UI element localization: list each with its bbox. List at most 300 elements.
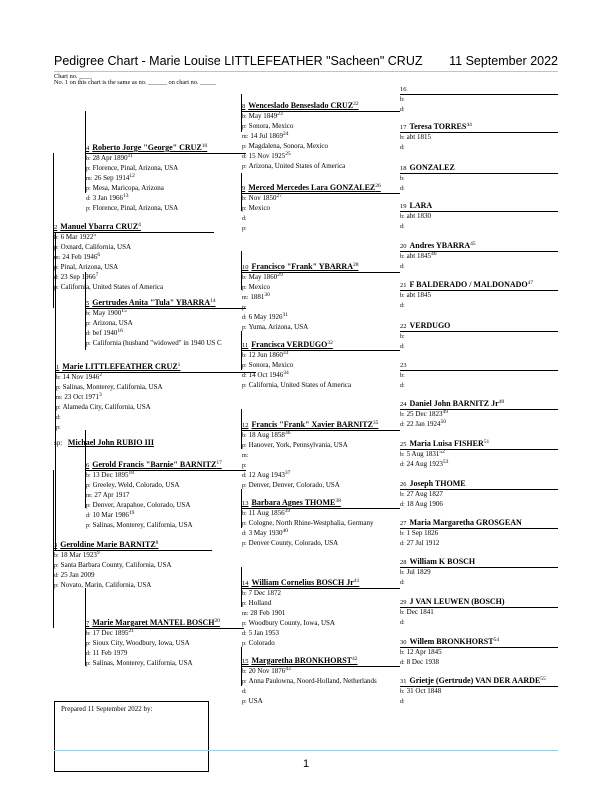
detail-label: d:: [400, 303, 405, 309]
person-number: 11: [242, 342, 249, 349]
person-7: [86, 618, 220, 668]
detail-value: Salinas, Monterey, California, USA: [62, 383, 163, 391]
person-detail-line: [86, 510, 222, 520]
prepared-label: Prepared 11 September 2022 by:: [61, 705, 153, 713]
person-detail-line: [400, 567, 475, 577]
person-name: [86, 298, 222, 308]
person-number: 21: [400, 282, 407, 289]
detail-label: p:: [242, 285, 247, 291]
person-number: 6: [86, 462, 90, 469]
detail-value: 27 Apr 1917: [94, 491, 130, 499]
person-citation: 10: [201, 143, 208, 149]
person-detail-line: [242, 322, 358, 332]
detail-label: d:: [400, 186, 405, 192]
person-detail-line: [242, 121, 359, 131]
person-number: 12: [242, 422, 249, 429]
detail-citation: 52: [439, 449, 445, 455]
detail-value: 25 Jan 2009: [60, 571, 95, 579]
person-detail-line: [86, 153, 207, 163]
person-name-text: Maria Margaretha GROSGEAN: [409, 518, 522, 527]
person-detail-line: [86, 163, 207, 173]
person-citation: 48: [498, 399, 505, 405]
person-detail-line: [242, 538, 374, 548]
name-rule-20: [400, 251, 558, 252]
detail-value: 31 Oct 1848: [406, 687, 442, 695]
detail-label: d:: [242, 631, 247, 637]
name-rule-23: [400, 370, 558, 371]
detail-citation: 50: [440, 419, 447, 425]
detail-citation: 5: [93, 232, 97, 238]
person-number: 17: [400, 124, 407, 131]
connector-11: [241, 331, 242, 370]
detail-citation: 19: [128, 510, 135, 516]
name-rule-9: [242, 193, 400, 194]
detail-label: p:: [86, 641, 91, 647]
person-detail-line: [400, 331, 450, 341]
detail-value: 23 Sep 1966: [60, 273, 96, 281]
person-detail-line: [400, 94, 410, 104]
name-rule-15: [242, 666, 400, 667]
detail-label: p:: [86, 341, 91, 347]
person-detail-line: [56, 402, 180, 412]
detail-label: p:: [242, 541, 247, 547]
detail-label: d:: [86, 331, 91, 337]
person-detail-line: [400, 132, 472, 142]
detail-value: Anna Paulowna, Noord-Holland, Netherlands: [248, 677, 377, 685]
person-number: 10: [242, 264, 249, 271]
detail-label: p:: [242, 601, 247, 607]
person-number: 18: [400, 165, 407, 172]
detail-value: Cologne, North Rhine-Westphalia, Germany: [248, 519, 374, 527]
person-name-text: Francis "Frank" Xavier BARNITZ: [251, 420, 373, 429]
detail-value: May 1849: [248, 112, 278, 120]
person-detail-line: [242, 676, 377, 686]
detail-label: b:: [400, 531, 405, 537]
person-detail-line: [86, 658, 220, 668]
person-detail-line: [400, 221, 432, 231]
detail-value: Denver County, Colorado, USA: [248, 539, 339, 547]
detail-value: 14 Jul 1869: [250, 132, 284, 140]
detail-label: b:: [86, 311, 91, 317]
detail-value: California (husband "widowed" in 1940 US C: [92, 339, 222, 347]
person-citation: 35: [372, 420, 379, 426]
detail-value: 17 Dec 1895: [92, 629, 129, 637]
person-detail-line: [400, 251, 476, 261]
detail-value: Pinal, Arizona, USA: [60, 263, 119, 271]
person-13: [242, 498, 374, 548]
detail-value: bef 1940: [92, 329, 118, 337]
person-citation: 14: [210, 298, 216, 304]
detail-label: p:: [86, 661, 91, 667]
person-name-text: William Cornelius BOSCH Jr: [251, 578, 354, 587]
detail-label: p:: [54, 245, 59, 251]
name-rule-10: [242, 272, 400, 273]
detail-label: b:: [54, 553, 59, 559]
detail-citation: 53: [442, 459, 449, 465]
person-detail-line: [400, 538, 522, 548]
spouse-name: Michael John RUBIO III: [67, 438, 154, 447]
person-number: 16: [400, 86, 407, 93]
person-name: [400, 479, 466, 489]
detail-citation: 6: [97, 252, 101, 258]
detail-citation: 13: [123, 193, 129, 199]
detail-label: d:: [400, 422, 405, 428]
detail-citation: 43: [285, 666, 291, 672]
detail-label: m:: [56, 395, 63, 401]
person-number: 9: [242, 185, 246, 192]
person-detail-line: [86, 193, 207, 203]
connector-14: [241, 567, 242, 607]
person-detail-line: [242, 111, 359, 121]
person-detail-line: [400, 459, 489, 469]
person-name-text: Willem BRONKHORST: [409, 637, 494, 646]
person-name: [400, 321, 450, 331]
detail-label: p:: [242, 699, 247, 705]
person-detail-line: [242, 203, 381, 213]
name-rule-12: [242, 430, 400, 431]
person-name: [400, 597, 505, 607]
detail-citation: 33: [282, 350, 289, 356]
detail-label: b:: [400, 254, 405, 260]
detail-label: p:: [54, 583, 59, 589]
detail-value: abt 1815: [406, 133, 431, 141]
person-citation: 26: [375, 183, 381, 189]
person-number: 26: [400, 481, 407, 488]
detail-citation: 39: [284, 508, 291, 514]
person-detail-line: [242, 618, 359, 628]
spouse-line: [54, 438, 154, 448]
person-citation: 32: [327, 340, 333, 346]
detail-label: p:: [242, 164, 247, 170]
detail-label: b:: [400, 412, 405, 418]
detail-label: d:: [400, 541, 405, 547]
person-number: 20: [400, 243, 407, 250]
person-detail-line: [86, 183, 207, 193]
detail-value: Hanover, York, Pennsylvania, USA: [248, 441, 348, 449]
person-number: 7: [86, 620, 90, 627]
detail-label: b:: [54, 235, 59, 241]
person-detail-line: [242, 480, 378, 490]
person-name-text: GONZALEZ: [409, 163, 455, 172]
detail-label: b:: [400, 373, 405, 379]
name-rule-28: [400, 567, 558, 568]
person-number: 5: [86, 300, 90, 307]
detail-label: d:: [242, 373, 247, 379]
person-detail-line: [86, 338, 222, 348]
detail-label: d:: [400, 344, 405, 350]
connector-4: [85, 111, 86, 193]
detail-value: Mexico: [248, 204, 271, 212]
detail-label: b:: [86, 631, 91, 637]
person-27: [400, 518, 522, 548]
person-name-text: Merced Mercedes Lara GONZALEZ: [248, 183, 376, 192]
detail-value: 14 Oct 1946: [248, 371, 284, 379]
person-name: [400, 84, 410, 94]
person-name-text: Maria Luisa FISHER: [409, 439, 484, 448]
person-name-text: F BALDERADO / MALDONADO: [409, 280, 528, 289]
person-number: 8: [242, 103, 246, 110]
detail-label: d:: [242, 315, 247, 321]
detail-label: b:: [242, 353, 247, 359]
detail-value: 5 Aug 1831: [406, 450, 440, 458]
detail-value: Yuma, Arizona, USA: [248, 323, 309, 331]
detail-label: d:: [242, 473, 247, 479]
person-detail-line: [242, 430, 378, 440]
person-name-text: Francisca VERDUGO: [251, 340, 328, 349]
name-rule-6: [86, 470, 246, 471]
detail-label: d:: [54, 573, 59, 579]
chart-date: 11 September 2022: [449, 54, 558, 68]
person-number: 30: [400, 639, 407, 646]
detail-label: p:: [242, 483, 247, 489]
detail-value: Jul 1829: [406, 568, 431, 576]
chart-title: Pedigree Chart - Marie Louise LITTLEFEATHER "Sacheen" CRUZ: [54, 54, 423, 68]
person-30: [400, 637, 499, 667]
person-detail-line: [400, 647, 499, 657]
person-name-text: William K BOSCH: [409, 557, 476, 566]
detail-label: b:: [86, 156, 91, 162]
detail-label: p:: [242, 206, 247, 212]
detail-value: 18 Mar 1923: [60, 551, 97, 559]
detail-label: d:: [86, 651, 91, 657]
detail-citation: 15: [121, 308, 127, 314]
person-detail-line: [400, 173, 455, 183]
detail-label: d:: [400, 264, 405, 270]
name-rule-27: [400, 528, 558, 529]
person-detail-line: [86, 628, 220, 638]
detail-label: d:: [86, 196, 91, 202]
person-citation: 38: [335, 498, 341, 504]
person-detail-line: [242, 312, 358, 322]
person-name-text: Teresa TORRES: [409, 122, 467, 131]
person-name-text: Marie LITTLEFEATHER CRUZ: [62, 362, 178, 371]
detail-value: California, United States of America: [248, 381, 352, 389]
detail-value: Magdalena, Sonora, Mexico: [248, 142, 328, 150]
person-detail-line: [242, 588, 359, 598]
person-detail-line: [242, 380, 351, 390]
detail-label: d:: [400, 620, 405, 626]
person-detail-line: [242, 696, 377, 706]
detail-label: m:: [242, 134, 249, 140]
detail-value: Mexico: [248, 283, 271, 291]
person-detail-line: [242, 213, 381, 223]
detail-citation: 23: [277, 111, 283, 117]
detail-label: d:: [400, 502, 405, 508]
detail-value: 1881: [250, 293, 265, 301]
detail-value: 22 Jan 1924: [406, 420, 441, 428]
detail-label: p:: [242, 443, 247, 449]
person-name: [400, 241, 476, 251]
detail-label: d:: [54, 275, 59, 281]
person-detail-line: [54, 560, 171, 570]
detail-value: 18 Aug 1906: [406, 500, 443, 508]
connector-10: [241, 251, 242, 290]
person-name-text: Gertrudes Anita "Tula" YBARRA: [92, 298, 211, 307]
detail-citation: 34: [283, 370, 289, 376]
detail-label: d:: [400, 699, 405, 705]
detail-label: p:: [86, 206, 91, 212]
person-detail-line: [86, 648, 220, 658]
name-rule-31: [400, 686, 558, 687]
detail-label: p:: [242, 144, 247, 150]
person-name: [400, 637, 499, 647]
detail-value: 7 Dec 1872: [248, 589, 281, 597]
detail-value: Alameda City, California, USA: [62, 403, 151, 411]
person-citation: 28: [352, 262, 359, 268]
detail-label: p:: [242, 641, 247, 647]
detail-value: 11 Feb 1979: [92, 649, 128, 657]
person-number: 4: [86, 145, 90, 152]
person-name: [242, 578, 359, 588]
detail-value: 25 Dec 1823: [406, 410, 443, 418]
person-detail-line: [242, 131, 359, 141]
person-number: 29: [400, 599, 407, 606]
detail-value: 26 Sep 1914: [94, 174, 130, 182]
person-citation: 44: [466, 122, 472, 128]
person-detail-line: [242, 302, 358, 312]
person-name: [242, 498, 374, 508]
connector-12: [241, 409, 242, 449]
person-detail-line: [400, 696, 546, 706]
detail-value: 18 Aug 1858: [248, 431, 285, 439]
person-number: 22: [400, 323, 407, 330]
person-name-text: Gerold Francis "Barnie" BARNITZ: [92, 460, 217, 469]
detail-label: b:: [400, 610, 405, 616]
detail-label: b:: [400, 334, 405, 340]
person-name: [400, 518, 522, 528]
person-detail-line: [86, 500, 222, 510]
detail-label: d:: [242, 689, 247, 695]
person-citation: 55: [540, 676, 546, 682]
name-rule-3: [54, 550, 212, 551]
detail-label: d:: [242, 216, 247, 222]
person-detail-line: [54, 232, 163, 242]
name-rule-21: [400, 290, 558, 291]
detail-value: Nov 1850: [248, 194, 277, 202]
person-detail-line: [56, 372, 180, 382]
detail-citation: 21: [128, 628, 134, 634]
detail-label: b:: [400, 492, 405, 498]
detail-label: p:: [86, 483, 91, 489]
person-name: [242, 262, 358, 272]
detail-label: d:: [56, 415, 61, 421]
person-number: 13: [242, 500, 249, 507]
person-detail-line: [86, 520, 222, 530]
detail-label: p:: [56, 405, 61, 411]
name-rule-18: [400, 173, 558, 174]
detail-value: 3 May 1930: [248, 529, 283, 537]
detail-value: California, United States of America: [60, 283, 164, 291]
person-detail-line: [242, 460, 378, 470]
detail-value: Sioux City, Woodbury, Iowa, USA: [92, 639, 190, 647]
detail-label: p:: [86, 166, 91, 172]
person-detail-line: [54, 272, 163, 282]
person-name: [400, 399, 504, 409]
detail-label: p:: [54, 265, 59, 271]
person-detail-line: [56, 422, 180, 432]
detail-citation: 24: [283, 131, 289, 137]
detail-label: b:: [400, 176, 405, 182]
person-number: 14: [242, 580, 249, 587]
person-detail-line: [400, 499, 466, 509]
person-detail-line: [86, 203, 207, 213]
person-detail-line: [400, 577, 475, 587]
person-detail-line: [400, 300, 533, 310]
detail-value: USA: [248, 697, 263, 705]
detail-label: b:: [400, 689, 405, 695]
person-24: [400, 399, 504, 429]
detail-citation: 40: [282, 528, 289, 534]
detail-label: p:: [242, 383, 247, 389]
detail-citation: 2: [99, 372, 102, 378]
name-rule-19: [400, 211, 558, 212]
person-detail-line: [242, 508, 374, 518]
detail-value: Denver, Denver, Colorado, USA: [248, 481, 340, 489]
detail-label: p:: [242, 679, 247, 685]
person-detail-line: [400, 142, 472, 152]
person-15: [242, 656, 377, 706]
person-detail-line: [242, 528, 374, 538]
detail-value: Santa Barbara County, California, USA: [60, 561, 172, 569]
detail-label: m:: [242, 453, 249, 459]
detail-label: p:: [242, 325, 247, 331]
detail-citation: 29: [277, 272, 283, 278]
person-detail-line: [400, 290, 533, 300]
detail-citation: 27: [276, 193, 282, 199]
detail-value: 8 Dec 1938: [406, 658, 439, 666]
person-name: [400, 676, 546, 686]
person-citation: 4: [138, 222, 141, 228]
person-name-text: Daniel John BARNITZ Jr: [409, 399, 499, 408]
person-name-text: Manuel Ybarra CRUZ: [60, 222, 139, 231]
detail-label: b:: [400, 452, 405, 458]
detail-label: p:: [242, 621, 247, 627]
person-detail-line: [242, 193, 381, 203]
detail-value: 11 Aug 1856: [248, 509, 285, 517]
person-detail-line: [54, 570, 171, 580]
detail-label: d:: [400, 145, 405, 151]
detail-label: d:: [400, 660, 405, 666]
detail-label: p:: [86, 523, 91, 529]
person-number: 19: [400, 203, 407, 210]
person-25: [400, 439, 489, 469]
detail-label: d:: [86, 513, 91, 519]
detail-label: b:: [242, 196, 247, 202]
person-detail-line: [242, 141, 359, 151]
detail-label: d:: [242, 531, 247, 537]
detail-citation: 30: [264, 292, 270, 298]
person-detail-line: [242, 450, 378, 460]
detail-label: b:: [242, 433, 247, 439]
person-detail-line: [242, 151, 359, 161]
detail-value: May 1900: [92, 309, 122, 317]
detail-value: Arizona, USA: [92, 319, 133, 327]
detail-value: abt 1845: [406, 252, 431, 260]
person-26: [400, 479, 466, 509]
connector-5: [85, 272, 86, 350]
footer-rule: [54, 750, 558, 751]
person-3: [54, 540, 171, 590]
detail-value: 12 Apr 1845: [406, 648, 442, 656]
person-detail-line: [242, 350, 351, 360]
person-name: [400, 280, 533, 290]
person-detail-line: [400, 657, 499, 667]
detail-value: 1 Sep 1826: [406, 529, 439, 537]
person-name: [242, 340, 351, 350]
connector-1: [55, 232, 56, 550]
person-detail-line: [86, 173, 207, 183]
person-detail-line: [86, 318, 222, 328]
